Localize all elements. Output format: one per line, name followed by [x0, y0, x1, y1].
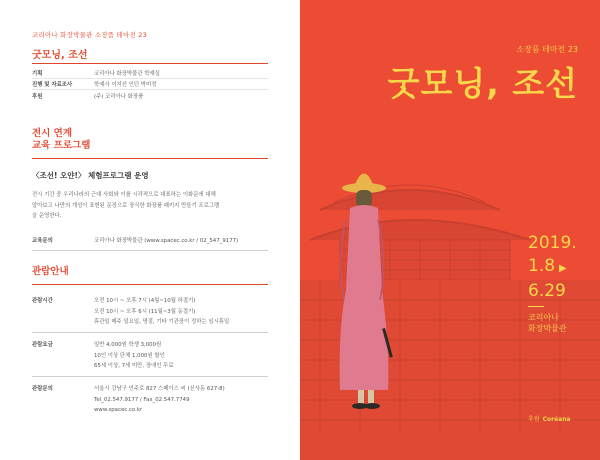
contact-line: Tel_02.547.9177 / Fax_02.547.7749	[94, 396, 190, 403]
fee-line: 65세 이상, 7세 미만, 장애인 무료	[94, 363, 174, 369]
contact-line: www.spacec.co.kr	[94, 407, 143, 413]
program-title: 〈조선! 오얀!〉 체험프로그램 운영	[32, 171, 149, 180]
inquiry-value: 코리아나 화장박물관 (www.spacec.co.kr / 02_547_9177)	[94, 238, 239, 244]
program-line: 알아보고 나만의 개성이 표현된 문장으로 장식한 화장품 패키지 만들기 프로그램	[32, 202, 220, 209]
credit-row	[32, 90, 268, 101]
credit-key: 기획	[32, 71, 43, 77]
hours-line: 오전 10시 ~ 오후 6시 (11월~3월 동절기)	[94, 308, 196, 315]
museum-name-line: 화장박물관	[528, 324, 567, 333]
hours-line: 휴관일 매주 일요일, 명절, 기타 기관장이 정하는 임시휴일	[94, 319, 230, 325]
poster-subtitle: 소장품 테마전 23	[516, 45, 578, 54]
credit-row	[32, 68, 268, 79]
hours-info	[32, 296, 268, 328]
education-title-line: 교육 프로그램	[32, 140, 91, 151]
credit-value: 코리아나 화장박물관 학예실	[94, 71, 160, 77]
credit-value: (주) 코리아나 화장품	[94, 93, 144, 100]
fee-line: 일반 4,000원 학생 3,000원	[94, 342, 162, 348]
date-end: 6.29	[528, 281, 566, 301]
contact-key: 관람문의	[32, 386, 53, 392]
sponsor	[528, 414, 571, 423]
inquiry-key: 교육문의	[32, 238, 53, 244]
arrow-right-icon: ▶	[559, 263, 567, 274]
contact-info	[32, 384, 268, 416]
fee-info	[32, 340, 268, 372]
date-start: 1.8	[528, 256, 556, 276]
divider	[32, 332, 268, 333]
program-line: 을 운영한다.	[32, 213, 62, 219]
poster-title: 굿모닝, 조선	[387, 64, 578, 103]
poster-panel	[300, 0, 600, 460]
education-inquiry	[32, 236, 268, 244]
credit-key: 진행 및 자료조사	[32, 82, 73, 88]
credit-key: 후원	[32, 93, 43, 100]
contact-line: 서울시 강남구 언주로 827 스페이스 씨 (신사동 627-8)	[94, 386, 225, 392]
museum-name-line: 코리아나	[528, 313, 559, 322]
credit-row	[32, 79, 268, 90]
exhibition-series-label: 코리아나 화장박물관 소장품 테마전 23	[32, 31, 147, 39]
museum-name	[528, 312, 567, 334]
hours-line: 오전 10시 ~ 오후 7시 (4월~10월 하절기)	[94, 298, 196, 304]
education-title-line: 전시 연계	[32, 128, 73, 139]
fee-key: 관람요금	[32, 342, 53, 348]
education-section-title	[32, 128, 90, 152]
exhibition-dates	[528, 232, 577, 303]
hours-key: 관람시간	[32, 298, 53, 304]
divider	[32, 376, 268, 377]
sponsor-label: 후원	[528, 416, 540, 423]
credits-table	[32, 68, 268, 101]
credit-value: 학예사 이지선 인턴 박미정	[94, 82, 157, 88]
divider	[32, 284, 268, 285]
program-description	[32, 190, 268, 222]
fee-line: 10인 이상 단체 1,000원 할인	[94, 352, 165, 359]
divider	[32, 250, 268, 251]
visit-section-title: 관람안내	[32, 266, 69, 277]
date-year: 2019.	[528, 233, 577, 253]
exhibition-title: 굿모닝, 조선	[32, 50, 88, 61]
program-line: 전시 기간 중 우리나라의 근대 사회와 이를 시각적으로 대표하는 이화문에 대해	[32, 192, 216, 198]
sponsor-logo: Coréana	[542, 416, 571, 423]
divider	[32, 158, 268, 159]
divider	[528, 306, 544, 307]
divider	[32, 63, 268, 64]
